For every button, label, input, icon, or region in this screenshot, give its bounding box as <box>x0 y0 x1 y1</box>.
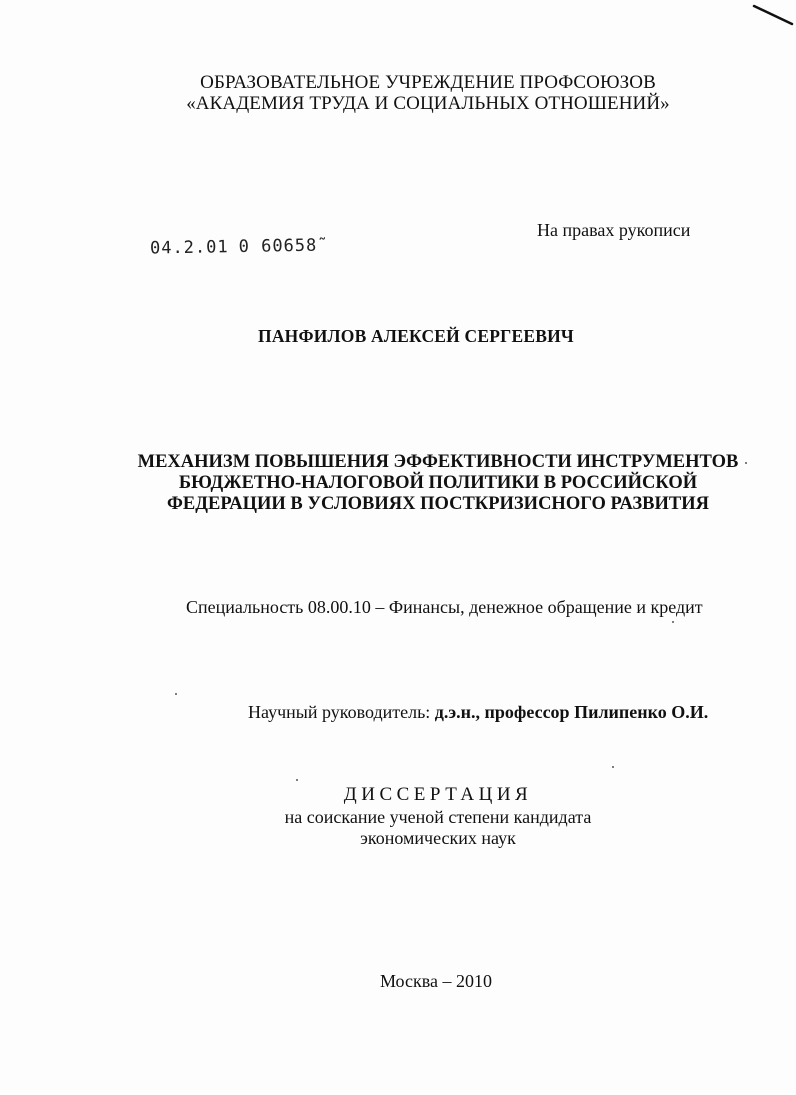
advisor-line <box>248 702 708 723</box>
city-year: Москва – 2010 <box>380 971 492 991</box>
title-line-1: МЕХАНИЗМ ПОВЫШЕНИЯ ЭФФЕКТИВНОСТИ ИНСТРУМЕНТОВ <box>137 452 739 472</box>
institution-line-1: ОБРАЗОВАТЕЛЬНОЕ УЧРЕЖДЕНИЕ ПРОФСОЮЗОВ <box>200 72 656 93</box>
scan-speck <box>745 462 747 464</box>
author-name: ПАНФИЛОВ АЛЕКСЕЙ СЕРГЕЕВИЧ <box>258 326 574 346</box>
registration-stamp <box>150 235 329 258</box>
advisor-name: д.э.н., профессор Пилипенко О.И. <box>434 702 709 722</box>
dissertation-block <box>40 784 796 849</box>
scan-speck <box>296 779 298 781</box>
stamp-part-1: 04.2.01 <box>149 237 229 259</box>
degree-line-2: экономических наук <box>360 828 516 848</box>
stamp-part-2: 0 60658 <box>238 235 318 258</box>
dissertation-heading: ДИССЕРТАЦИЯ <box>343 784 533 805</box>
institution-line-2: «АКАДЕМИЯ ТРУДА И СОЦИАЛЬНЫХ ОТНОШЕНИЙ» <box>186 93 670 114</box>
pen-stroke-mark <box>740 0 796 30</box>
title-line-2: БЮДЖЕТНО-НАЛОГОВОЙ ПОЛИТИКИ В РОССИЙСКОЙ <box>178 473 698 493</box>
rights-note: На правах рукописи <box>537 220 691 240</box>
institution-header <box>30 72 796 114</box>
scan-speck <box>175 693 177 695</box>
specialty-line: Специальность 08.00.10 – Финансы, денежное обращение и кредит <box>186 597 703 617</box>
advisor-label: Научный руководитель: <box>248 702 431 722</box>
degree-line-1: на соискание ученой степени кандидата <box>284 807 592 827</box>
scan-speck <box>612 766 614 768</box>
title-line-3: ФЕДЕРАЦИИ В УСЛОВИЯХ ПОСТКРИЗИСНОГО РАЗВИТИЯ <box>167 494 709 514</box>
stamp-tick: ˜ <box>317 235 329 256</box>
scan-speck <box>672 621 674 623</box>
dissertation-title <box>40 452 796 515</box>
